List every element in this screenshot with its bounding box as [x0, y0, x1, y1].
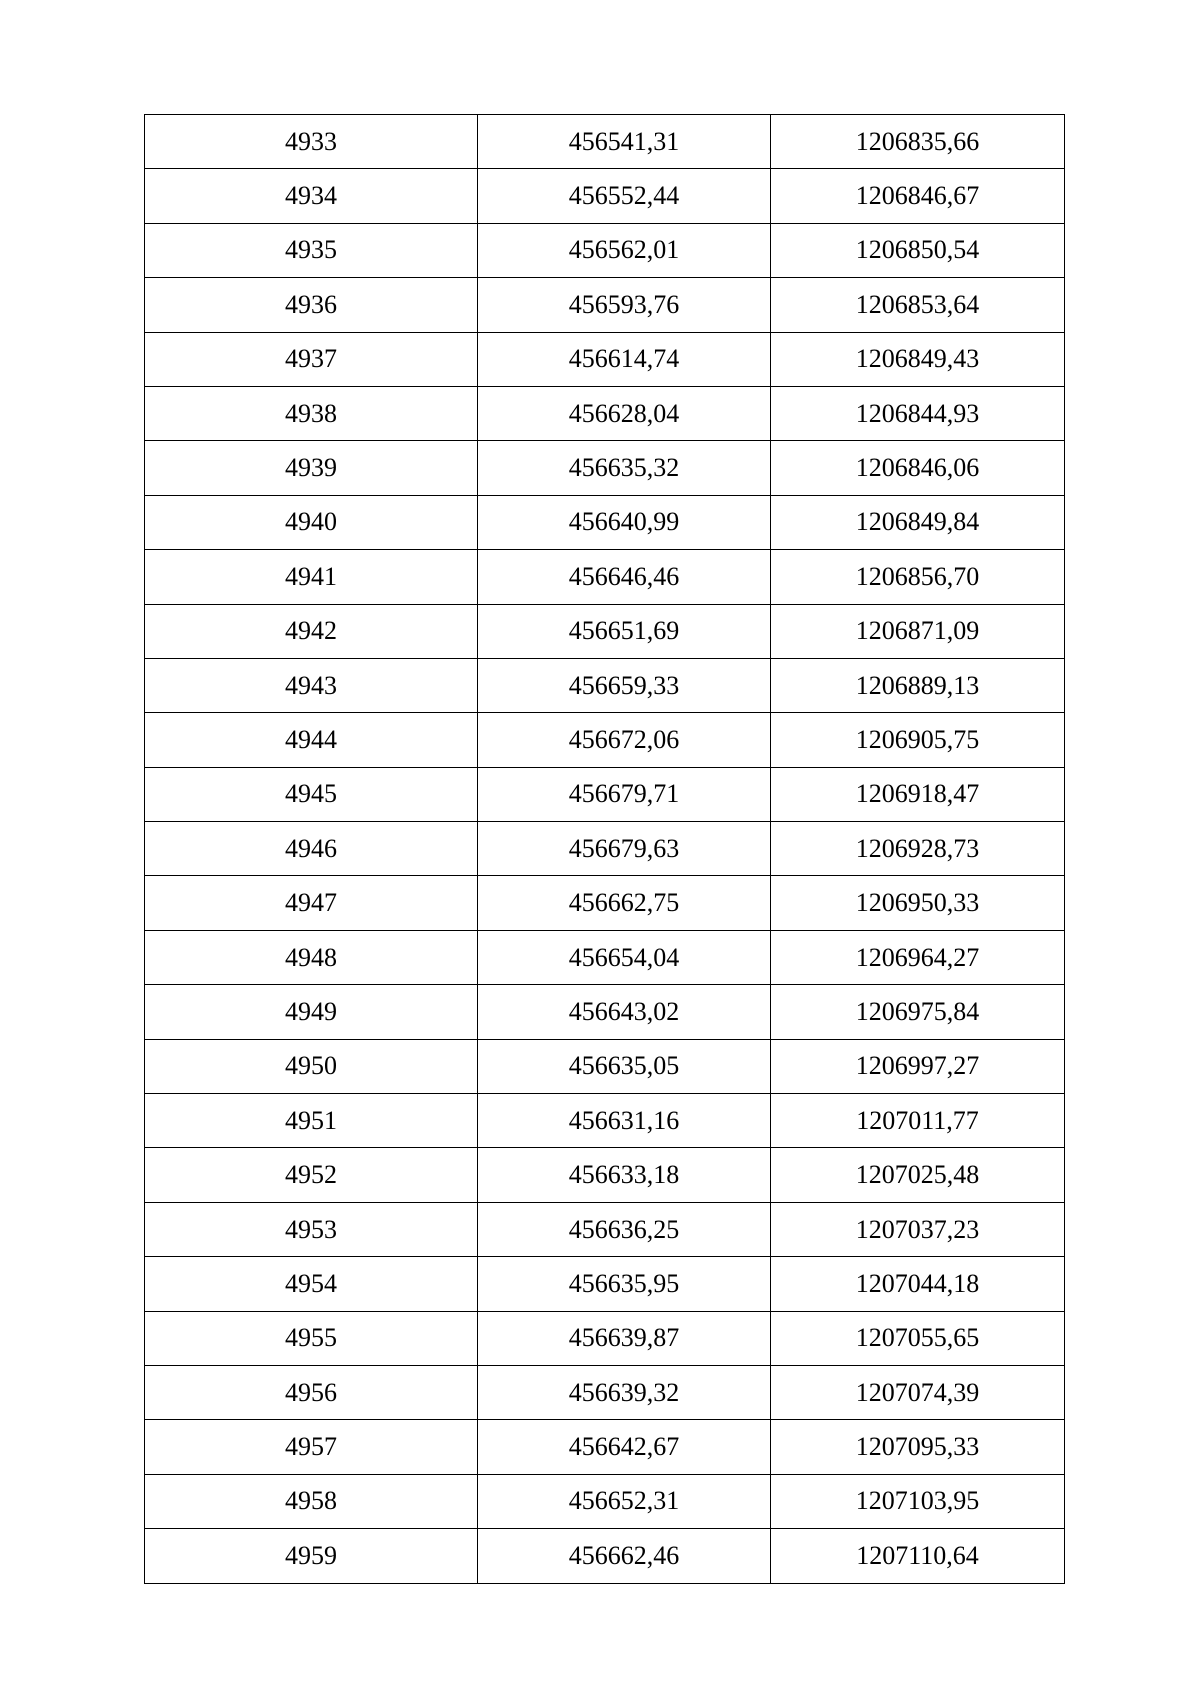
x-coordinate-cell: 456654,04: [478, 930, 771, 984]
table-row: [145, 332, 1065, 386]
table-row: [145, 1474, 1065, 1528]
table-row: [145, 1420, 1065, 1474]
point-number-cell: 4959: [145, 1529, 478, 1583]
y-coordinate-cell: 1206871,09: [771, 604, 1065, 658]
coordinates-table: [144, 114, 1065, 1584]
y-coordinate-cell: 1206850,54: [771, 223, 1065, 277]
x-coordinate-cell: 456640,99: [478, 495, 771, 549]
x-coordinate-cell: 456662,75: [478, 876, 771, 930]
y-coordinate-cell: 1207095,33: [771, 1420, 1065, 1474]
table-row: [145, 1365, 1065, 1419]
point-number-cell: 4949: [145, 985, 478, 1039]
point-number-cell: 4942: [145, 604, 478, 658]
table-row: [145, 169, 1065, 223]
point-number-cell: 4945: [145, 767, 478, 821]
x-coordinate-cell: 456679,63: [478, 822, 771, 876]
table-row: [145, 930, 1065, 984]
x-coordinate-cell: 456628,04: [478, 386, 771, 440]
point-number-cell: 4933: [145, 115, 478, 169]
point-number-cell: 4951: [145, 1094, 478, 1148]
y-coordinate-cell: 1206849,84: [771, 495, 1065, 549]
x-coordinate-cell: 456635,95: [478, 1257, 771, 1311]
point-number-cell: 4955: [145, 1311, 478, 1365]
point-number-cell: 4957: [145, 1420, 478, 1474]
point-number-cell: 4941: [145, 550, 478, 604]
point-number-cell: 4935: [145, 223, 478, 277]
x-coordinate-cell: 456636,25: [478, 1202, 771, 1256]
y-coordinate-cell: 1206835,66: [771, 115, 1065, 169]
y-coordinate-cell: 1207110,64: [771, 1529, 1065, 1583]
point-number-cell: 4938: [145, 386, 478, 440]
y-coordinate-cell: 1207074,39: [771, 1365, 1065, 1419]
y-coordinate-cell: 1206950,33: [771, 876, 1065, 930]
table-row: [145, 658, 1065, 712]
point-number-cell: 4937: [145, 332, 478, 386]
y-coordinate-cell: 1206997,27: [771, 1039, 1065, 1093]
table-row: [145, 713, 1065, 767]
table-row: [145, 1529, 1065, 1583]
table-row: [145, 876, 1065, 930]
y-coordinate-cell: 1206846,06: [771, 441, 1065, 495]
x-coordinate-cell: 456643,02: [478, 985, 771, 1039]
table-row: [145, 278, 1065, 332]
x-coordinate-cell: 456614,74: [478, 332, 771, 386]
x-coordinate-cell: 456631,16: [478, 1094, 771, 1148]
point-number-cell: 4954: [145, 1257, 478, 1311]
table-row: [145, 767, 1065, 821]
point-number-cell: 4939: [145, 441, 478, 495]
y-coordinate-cell: 1206918,47: [771, 767, 1065, 821]
y-coordinate-cell: 1206844,93: [771, 386, 1065, 440]
y-coordinate-cell: 1206905,75: [771, 713, 1065, 767]
point-number-cell: 4952: [145, 1148, 478, 1202]
point-number-cell: 4947: [145, 876, 478, 930]
table-row: [145, 1202, 1065, 1256]
x-coordinate-cell: 456635,05: [478, 1039, 771, 1093]
x-coordinate-cell: 456659,33: [478, 658, 771, 712]
table-row: [145, 223, 1065, 277]
x-coordinate-cell: 456651,69: [478, 604, 771, 658]
table-row: [145, 822, 1065, 876]
table-row: [145, 386, 1065, 440]
point-number-cell: 4953: [145, 1202, 478, 1256]
x-coordinate-cell: 456633,18: [478, 1148, 771, 1202]
table-row: [145, 1257, 1065, 1311]
y-coordinate-cell: 1206856,70: [771, 550, 1065, 604]
table-row: [145, 1311, 1065, 1365]
y-coordinate-cell: 1206853,64: [771, 278, 1065, 332]
table-row: [145, 441, 1065, 495]
point-number-cell: 4948: [145, 930, 478, 984]
y-coordinate-cell: 1206889,13: [771, 658, 1065, 712]
point-number-cell: 4956: [145, 1365, 478, 1419]
table-row: [145, 495, 1065, 549]
table-row: [145, 1094, 1065, 1148]
x-coordinate-cell: 456552,44: [478, 169, 771, 223]
y-coordinate-cell: 1206964,27: [771, 930, 1065, 984]
table-row: [145, 115, 1065, 169]
table-row: [145, 604, 1065, 658]
table-row: [145, 985, 1065, 1039]
x-coordinate-cell: 456639,87: [478, 1311, 771, 1365]
y-coordinate-cell: 1207103,95: [771, 1474, 1065, 1528]
y-coordinate-cell: 1206846,67: [771, 169, 1065, 223]
table-row: [145, 1148, 1065, 1202]
x-coordinate-cell: 456639,32: [478, 1365, 771, 1419]
y-coordinate-cell: 1207055,65: [771, 1311, 1065, 1365]
y-coordinate-cell: 1207025,48: [771, 1148, 1065, 1202]
x-coordinate-cell: 456642,67: [478, 1420, 771, 1474]
point-number-cell: 4934: [145, 169, 478, 223]
point-number-cell: 4946: [145, 822, 478, 876]
point-number-cell: 4936: [145, 278, 478, 332]
point-number-cell: 4958: [145, 1474, 478, 1528]
y-coordinate-cell: 1207037,23: [771, 1202, 1065, 1256]
x-coordinate-cell: 456541,31: [478, 115, 771, 169]
x-coordinate-cell: 456662,46: [478, 1529, 771, 1583]
y-coordinate-cell: 1207044,18: [771, 1257, 1065, 1311]
point-number-cell: 4940: [145, 495, 478, 549]
x-coordinate-cell: 456679,71: [478, 767, 771, 821]
table-row: [145, 1039, 1065, 1093]
y-coordinate-cell: 1207011,77: [771, 1094, 1065, 1148]
point-number-cell: 4944: [145, 713, 478, 767]
coordinates-table-body: [145, 115, 1065, 1584]
y-coordinate-cell: 1206975,84: [771, 985, 1065, 1039]
x-coordinate-cell: 456593,76: [478, 278, 771, 332]
x-coordinate-cell: 456635,32: [478, 441, 771, 495]
x-coordinate-cell: 456652,31: [478, 1474, 771, 1528]
table-row: [145, 550, 1065, 604]
y-coordinate-cell: 1206928,73: [771, 822, 1065, 876]
x-coordinate-cell: 456672,06: [478, 713, 771, 767]
y-coordinate-cell: 1206849,43: [771, 332, 1065, 386]
x-coordinate-cell: 456562,01: [478, 223, 771, 277]
point-number-cell: 4943: [145, 658, 478, 712]
point-number-cell: 4950: [145, 1039, 478, 1093]
x-coordinate-cell: 456646,46: [478, 550, 771, 604]
